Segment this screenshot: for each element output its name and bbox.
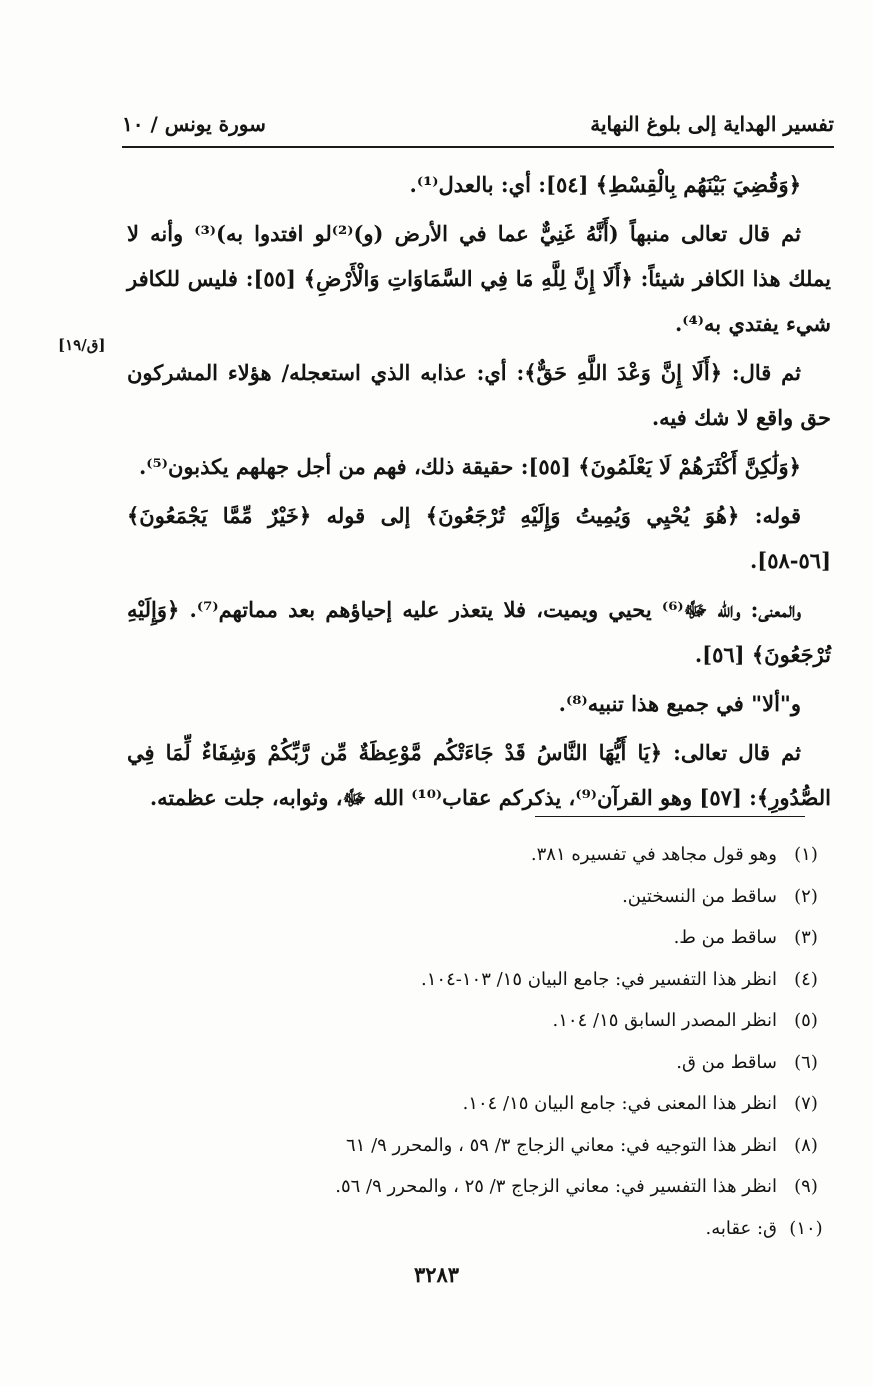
footnote <box>135 1125 835 1167</box>
page-number: ٣٢٨٣ <box>413 1262 460 1287</box>
footnote-text: انظر هذا المعنى في: جامع البيان ١٥/ ١٠٤. <box>462 1093 777 1114</box>
footnote-text: انظر هذا التفسير في: جامع البيان ١٥/ ١٠٣-١٠٤. <box>421 968 777 990</box>
footnote-text: ساقط من ط. <box>673 927 777 948</box>
footnote-number: (٦) <box>794 1051 818 1073</box>
footnote-number: (٧) <box>794 1093 818 1114</box>
paragraph: ثم قال تعالى منبهاً (أَنَّهُ غَنِيٌّ عما في الأرض (و)⁽²⁾لو افتدوا به)⁽³⁾ وأنه لا يملك هذا الكافر شيئاً: ﴿أَلَا إِنَّ لِلَّهِ مَا فِي السَّمَاوَاتِ وَالْأَرْضِ﴾ [٥٥]: فليس للكافر شيء يفتدي به⁽⁴⁾. <box>127 221 831 336</box>
footnote-text: انظر المصدر السابق ١٥/ ١٠٤. <box>552 1010 777 1031</box>
footnote <box>135 1166 835 1208</box>
footnote <box>135 1208 835 1250</box>
footnote <box>135 917 835 959</box>
main-text <box>127 162 831 824</box>
paragraph: و"ألا" في جميع هذا تنبيه⁽⁸⁾. <box>558 691 801 716</box>
footnote-number: (٤) <box>794 968 818 990</box>
footnote-number: (٩) <box>794 1176 818 1197</box>
footnotes <box>135 834 835 1249</box>
footnote-text: انظر هذا التفسير في: معاني الزجاج ٣/ ٢٥ ، والمحرر ٩/ ٥٦. <box>335 1176 777 1197</box>
footnote <box>135 834 835 876</box>
footnote <box>135 1000 835 1042</box>
footnote-number: (١٠) <box>789 1217 823 1239</box>
manuscript-margin-note: [ق/١٩] <box>58 336 106 354</box>
footnote-text: ق: عقابه. <box>705 1217 777 1239</box>
footnote <box>135 959 835 1001</box>
footnote-number: (٣) <box>794 927 818 948</box>
paragraph: والمعنى: والله ﷻ⁽⁶⁾ يحيي ويميت، فلا يتعذر عليه إحياؤهم بعد مماتهم⁽⁷⁾. ﴿وَإِلَيْهِ تُرْجَعُونَ﴾ [٥٦]. <box>127 597 831 667</box>
footnote-text: وهو قول مجاهد في تفسيره ٣٨١. <box>530 844 777 865</box>
paragraph: ثم قال تعالى: ﴿يَا أَيُّهَا النَّاسُ قَدْ جَاءَتْكُم مَّوْعِظَةٌ مِّن رَّبِّكُمْ وَشِفَاءٌ لِّمَا فِي الصُّدُورِ﴾: [٥٧] وهو القرآن⁽⁹⁾، يذكركم عقاب⁽¹⁰⁾ الله ﷻ، وثوابه، جلت عظمته. <box>127 740 831 810</box>
footnote <box>135 1083 835 1125</box>
footnote-text: ساقط من ق. <box>676 1051 777 1073</box>
footnote-number: (٨) <box>794 1134 818 1156</box>
paragraph: ﴿وَلَٰكِنَّ أَكْثَرَهُمْ لَا يَعْلَمُونَ﴾ [٥٥]: حقيقة ذلك، فهم من أجل جهلهم يكذبون⁽⁵⁾. <box>138 454 801 479</box>
footnote-number: (٢) <box>794 885 818 907</box>
paragraph: ثم قال: ﴿أَلَا إِنَّ وَعْدَ اللَّهِ حَقٌّ﴾: أي: عذابه الذي استعجله/ هؤلاء المشركون حق واقع لا شك فيه. <box>127 360 831 430</box>
footnote-text: انظر هذا التوجيه في: معاني الزجاج ٣/ ٥٩ ، والمحرر ٩/ ٦١ <box>346 1134 777 1156</box>
book-title: تفسير الهداية إلى بلوغ النهاية <box>590 112 834 136</box>
paragraph: قوله: ﴿هُوَ يُحْيِي وَيُمِيتُ وَإِلَيْهِ تُرْجَعُونَ﴾ إلى قوله ﴿خَيْرٌ مِّمَّا يَجْمَعُونَ﴾ [٥٦-٥٨]. <box>127 503 831 573</box>
footnote-number: (٥) <box>794 1010 818 1031</box>
footnote-number: (١) <box>794 844 818 865</box>
paragraph: ﴿وَقُضِيَ بَيْنَهُم بِالْقِسْطِ﴾ [٥٤]: أي: بالعدل⁽¹⁾. <box>409 172 801 197</box>
footnote <box>135 876 835 918</box>
footnote-separator <box>535 816 805 817</box>
footnote-text: ساقط من النسختين. <box>622 885 777 907</box>
surah-label: سورة يونس / ١٠ <box>122 112 266 136</box>
footnote <box>135 1042 835 1084</box>
running-header <box>122 106 834 148</box>
